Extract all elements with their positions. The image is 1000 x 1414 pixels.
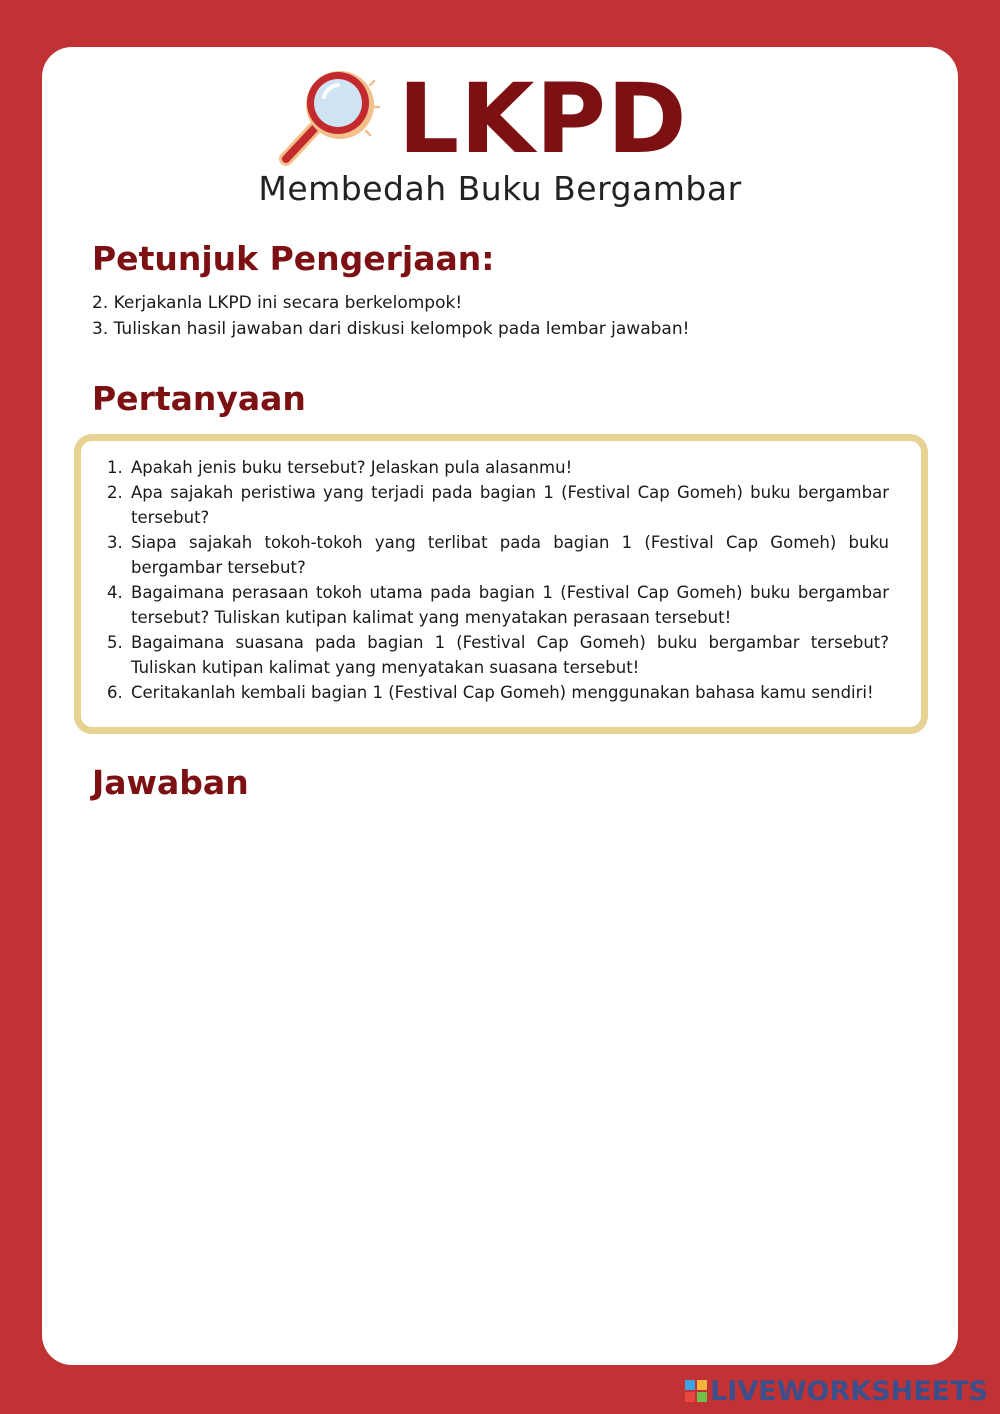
instructions-heading: Petunjuk Pengerjaan: — [92, 239, 495, 278]
question-text: Apa sajakah peristiwa yang terjadi pada bagian 1 (Festival Cap Gomeh) buku bergambar tersebut? — [131, 483, 889, 527]
questions-heading: Pertanyaan — [92, 379, 306, 418]
magnifier-icon — [278, 67, 388, 172]
page-title: LKPD — [398, 63, 688, 175]
questions-list — [107, 455, 889, 705]
question-item — [107, 580, 889, 630]
question-number: 6. — [107, 683, 123, 702]
question-text: Siapa sajakah tokoh-tokoh yang terlibat pada bagian 1 (Festival Cap Gomeh) buku bergambar tersebut? — [131, 533, 889, 577]
page-subtitle: Membedah Buku Bergambar — [258, 169, 742, 208]
header — [42, 47, 958, 237]
question-number: 5. — [107, 633, 123, 652]
answer-heading: Jawaban — [92, 763, 249, 802]
liveworksheets-footer[interactable] — [685, 1376, 988, 1406]
answer-area[interactable] — [92, 827, 908, 1327]
questions-box — [74, 434, 928, 734]
question-number: 1. — [107, 458, 123, 477]
instruction-item: 2. Kerjakanla LKPD ini secara berkelompok! — [92, 293, 463, 313]
question-item — [107, 630, 889, 680]
question-item — [107, 480, 889, 530]
worksheet-page — [42, 47, 958, 1365]
instructions-list — [92, 290, 912, 342]
liveworksheets-logo-icon — [685, 1380, 707, 1402]
question-item — [107, 530, 889, 580]
question-text: Bagaimana suasana pada bagian 1 (Festival Cap Gomeh) buku bergambar tersebut? Tuliskan kutipan kalimat yang menyatakan suasana tersebut! — [131, 633, 889, 677]
question-item — [107, 680, 889, 705]
instruction-item: 3. Tuliskan hasil jawaban dari diskusi kelompok pada lembar jawaban! — [92, 319, 690, 339]
question-number: 4. — [107, 583, 123, 602]
question-number: 3. — [107, 533, 123, 552]
question-item — [107, 455, 889, 480]
question-text: Bagaimana perasaan tokoh utama pada bagian 1 (Festival Cap Gomeh) buku bergambar tersebut? Tuliskan kutipan kalimat yang menyatakan perasaan tersebut! — [131, 583, 889, 627]
question-number: 2. — [107, 483, 123, 502]
logo-row — [278, 63, 718, 175]
question-text: Ceritakanlah kembali bagian 1 (Festival Cap Gomeh) menggunakan bahasa kamu sendiri! — [131, 683, 874, 702]
liveworksheets-brand: LIVEWORKSHEETS — [710, 1375, 988, 1407]
question-text: Apakah jenis buku tersebut? Jelaskan pula alasanmu! — [131, 458, 573, 477]
